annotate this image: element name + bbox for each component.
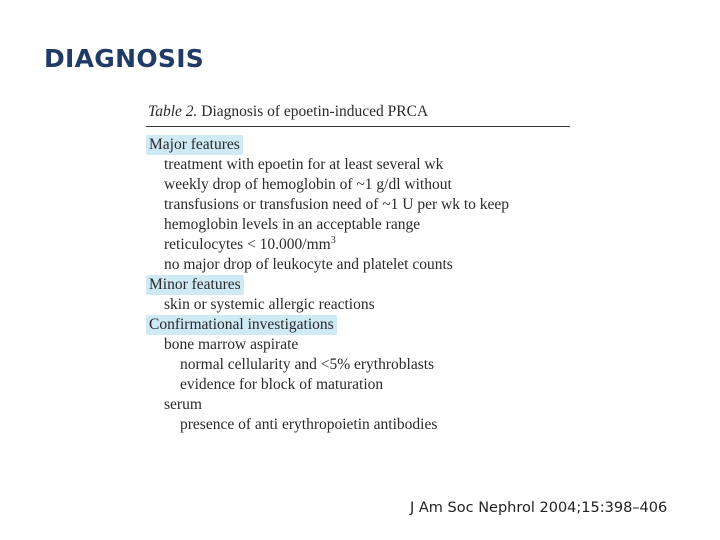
row-text: reticulocytes < 10.000/mm [164,236,331,253]
table-row [146,255,570,275]
row-text: presence of anti erythropoietin antibodies [180,416,438,433]
table-figure [146,102,570,435]
row-text: normal cellularity and <5% erythroblasts [180,356,435,373]
table-row [146,355,570,375]
row-text: transfusions or transfusion need of ~1 U per wk to keep [164,196,510,213]
table-row [146,175,570,195]
section-heading [146,315,570,335]
table-row [146,375,570,395]
table-row [146,395,570,415]
table-caption-text: Diagnosis of epoetin-induced PRCA [197,103,429,120]
table-caption-label: Table 2. [148,103,198,120]
row-text: evidence for block of maturation [180,376,384,393]
row-text: no major drop of leukocyte and platelet counts [164,256,453,273]
section-heading-label: Confirmational investigations [146,315,337,335]
row-text: hemoglobin levels in an acceptable range [164,216,421,233]
slide-title: DIAGNOSIS [44,44,205,73]
row-text: skin or systemic allergic reactions [164,296,375,313]
table-body [146,135,570,435]
row-text: weekly drop of hemoglobin of ~1 g/dl without [164,176,452,193]
table-row [146,215,570,235]
row-text: bone marrow aspirate [164,336,299,353]
section-heading-label: Minor features [146,275,244,295]
section-heading [146,135,570,155]
table-row [146,415,570,435]
table-row [146,335,570,355]
citation: J Am Soc Nephrol 2004;15:398–406 [410,500,668,516]
section-heading [146,275,570,295]
table-row [146,295,570,315]
section-heading-label: Major features [146,135,243,155]
table-row [146,155,570,175]
row-text: treatment with epoetin for at least several wk [164,156,444,173]
table-row [146,235,570,255]
row-text: serum [164,396,202,413]
table-caption [146,102,570,127]
table-row [146,195,570,215]
row-superscript: 3 [330,234,336,246]
